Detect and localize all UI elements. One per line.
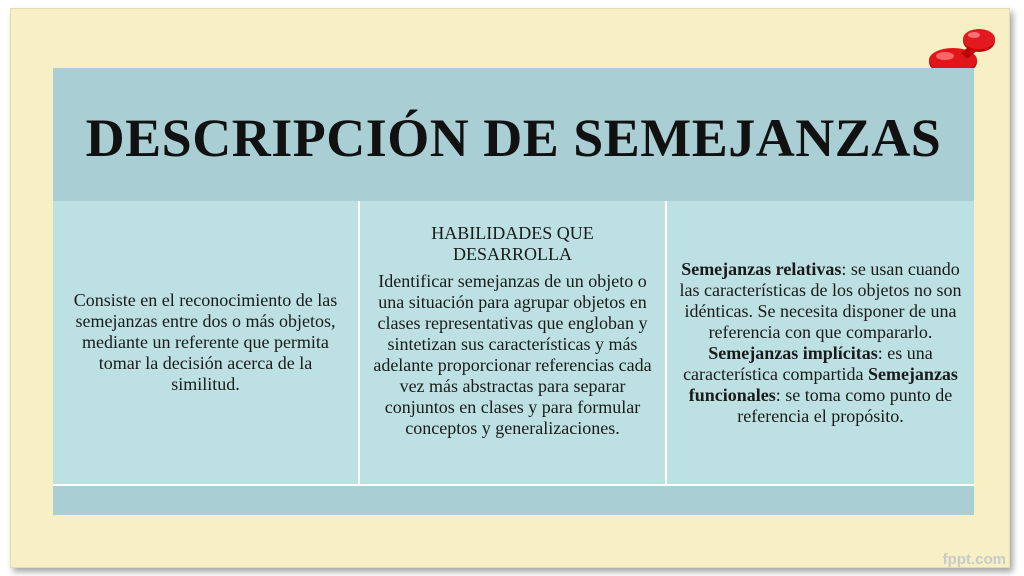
types-cell: [667, 201, 974, 484]
definition-cell: [53, 201, 360, 484]
table-row: [53, 201, 974, 484]
term-implicitas: Semejanzas implícitas: [708, 342, 878, 363]
skills-heading: HABILIDADES QUE DESARROLLA: [431, 223, 594, 264]
skills-text: Identificar semejanzas de un objeto o una situación para agrupar objetos en clases representativas que engloban y sintetizan sus características y más adelante proporcionar referencias cada vez más abstractas para separar conjuntos en clases y para formular conceptos y generalizaciones.: [373, 271, 652, 438]
watermark: fppt.com: [942, 551, 1006, 568]
skills-cell: [360, 201, 667, 484]
content-table: [53, 68, 974, 515]
footer-bar: [53, 486, 974, 515]
slide: [10, 8, 1010, 568]
definition-text: Consiste en el reconocimiento de las semejanzas entre dos o más objetos, mediante un referente que permita tomar la decisión acerca de la similitud.: [73, 290, 338, 394]
types-text: [677, 259, 964, 427]
term-relativas: Semejanzas relativas: [681, 258, 842, 279]
def-funcionales: : se toma como punto de referencia el propósito.: [737, 384, 953, 426]
title-bar: [53, 68, 974, 201]
page-title: DESCRIPCIÓN DE SEMEJANZAS: [85, 107, 942, 168]
def-implicitas: : es una característica compartida: [683, 342, 933, 384]
def-relativas: : se usan cuando las características de los objetos no son idénticas. Se necesita disponer de una referencia con que compararlo.: [679, 258, 962, 342]
term-funcionales: Semejanzas funcionales: [688, 363, 958, 405]
